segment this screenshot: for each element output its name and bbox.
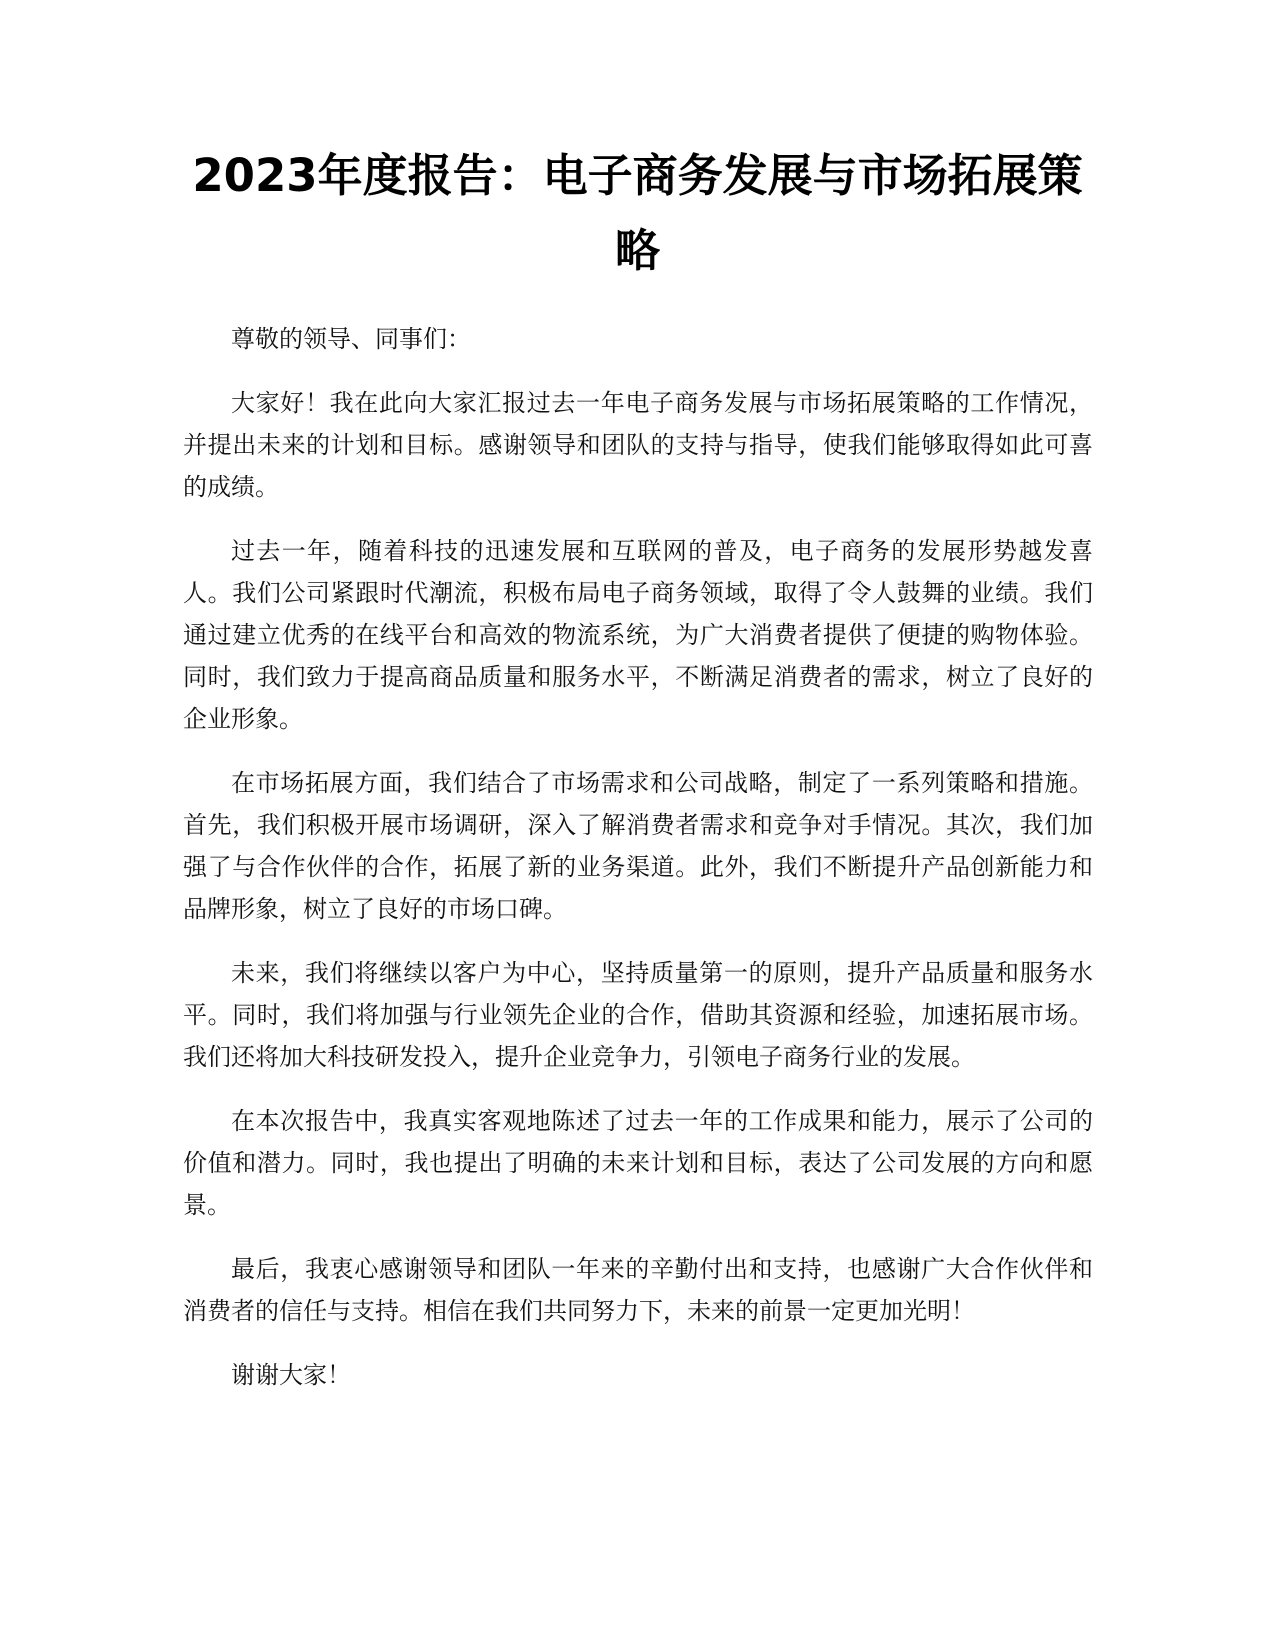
market-expansion-paragraph: 在市场拓展方面，我们结合了市场需求和公司战略，制定了一系列策略和措施。首先，我们积极开展市场调研，深入了解消费者需求和竞争对手情况。其次，我们加强了与合作伙伴的合作，拓展了新的业务渠道。此外，我们不断提升产品创新能力和品牌形象，树立了良好的市场口碑。 <box>183 769 1093 923</box>
document-body <box>183 318 1093 1418</box>
greeting-paragraph: 大家好！我在此向大家汇报过去一年电子商务发展与市场拓展策略的工作情况，并提出未来的计划和目标。感谢领导和团队的支持与指导，使我们能够取得如此可喜的成绩。 <box>183 389 1093 501</box>
review-paragraph: 过去一年，随着科技的迅速发展和互联网的普及，电子商务的发展形势越发喜人。我们公司紧跟时代潮流，积极布局电子商务领域，取得了令人鼓舞的业绩。我们通过建立优秀的在线平台和高效的物流系统，为广大消费者提供了便捷的购物体验。同时，我们致力于提高商品质量和服务水平，不断满足消费者的需求，树立了良好的企业形象。 <box>183 537 1093 733</box>
thanks-paragraph: 最后，我衷心感谢领导和团队一年来的辛勤付出和支持，也感谢广大合作伙伴和消费者的信任与支持。相信在我们共同努力下，未来的前景一定更加光明！ <box>183 1255 1093 1325</box>
document-title: 2023年度报告：电子商务发展与市场拓展策略 <box>192 149 1083 277</box>
closing-paragraph: 谢谢大家！ <box>231 1361 351 1389</box>
summary-paragraph: 在本次报告中，我真实客观地陈述了过去一年的工作成果和能力，展示了公司的价值和潜力。同时，我也提出了明确的未来计划和目标，表达了公司发展的方向和愿景。 <box>183 1107 1093 1219</box>
future-plan-paragraph: 未来，我们将继续以客户为中心，坚持质量第一的原则，提升产品质量和服务水平。同时，我们将加强与行业领先企业的合作，借助其资源和经验，加速拓展市场。我们还将加大科技研发投入，提升企业竞争力，引领电子商务行业的发展。 <box>183 959 1093 1071</box>
salutation-paragraph: 尊敬的领导、同事们： <box>231 325 471 353</box>
